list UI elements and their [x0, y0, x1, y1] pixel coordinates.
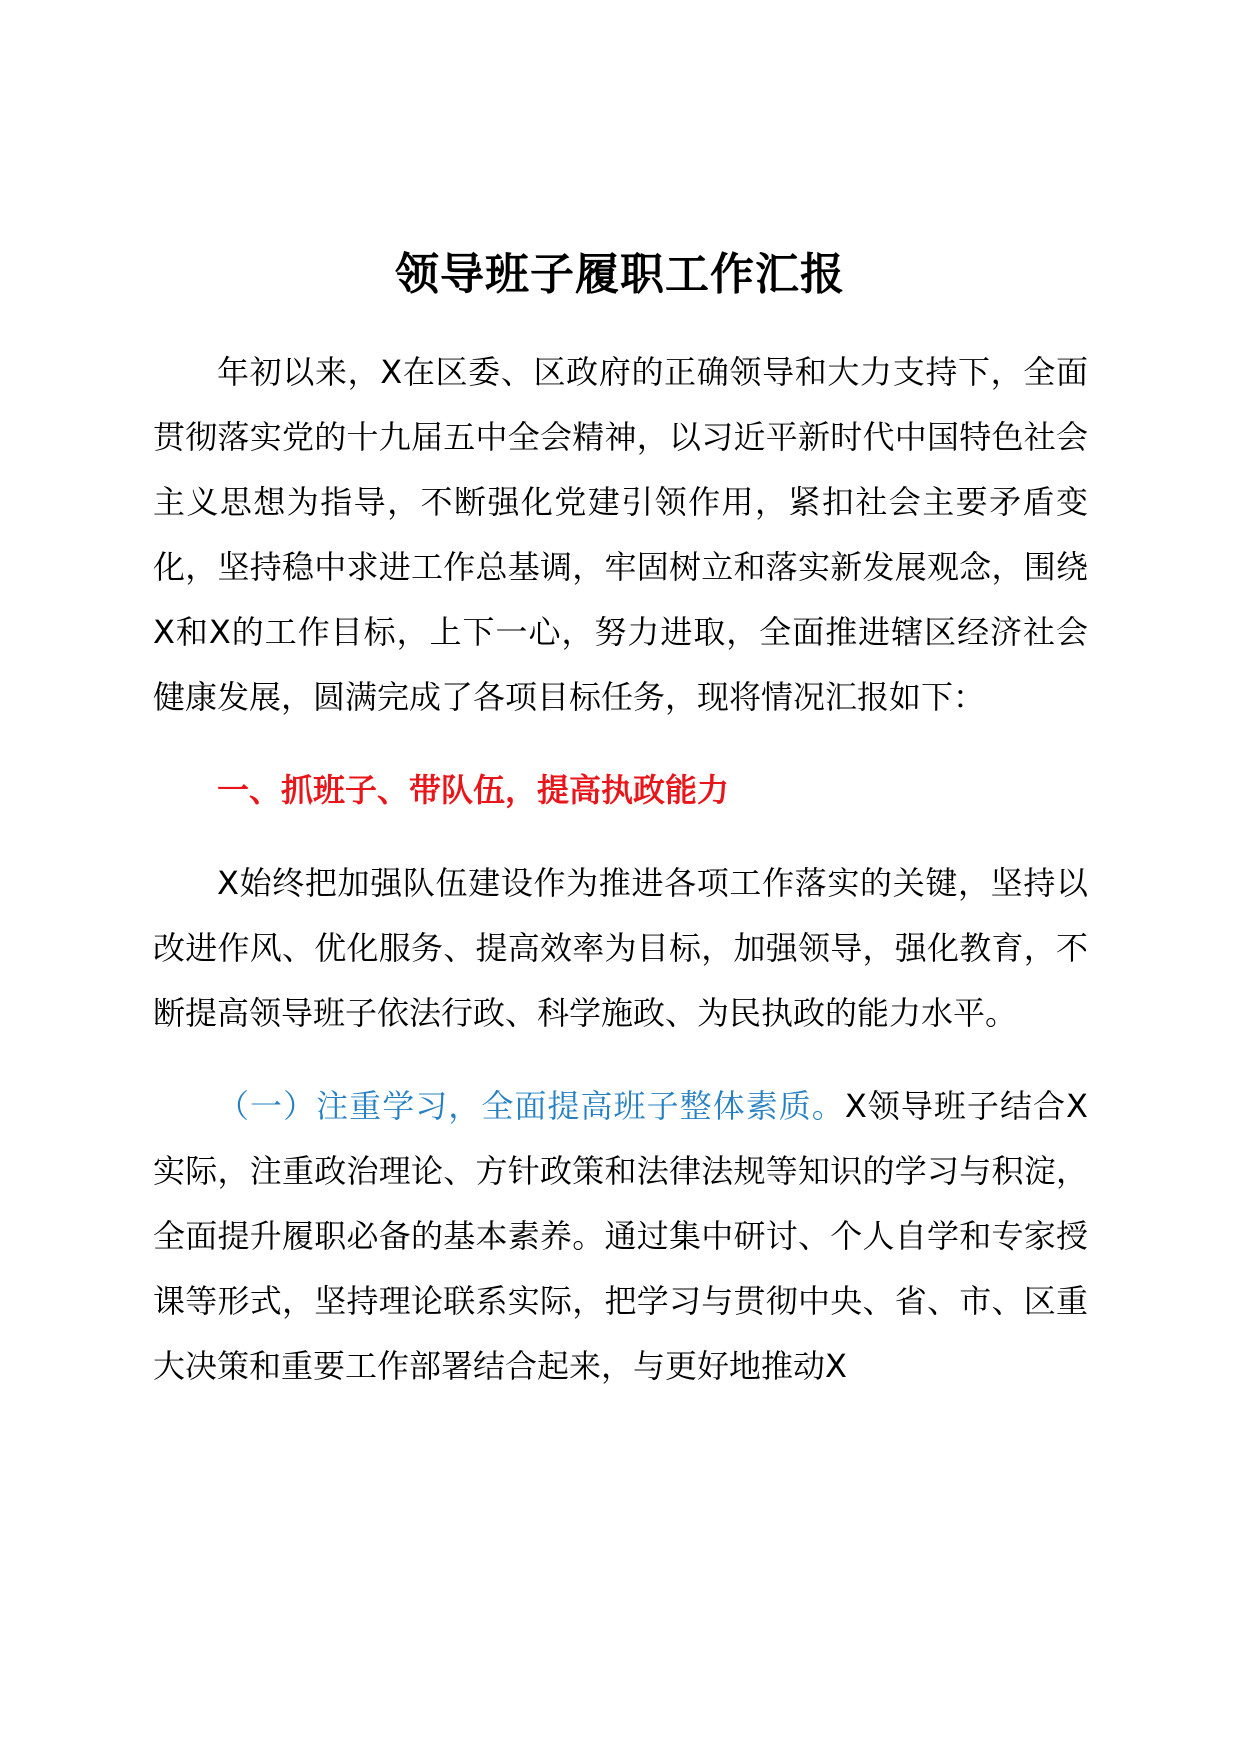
section-heading-1: 一、抓班子、带队伍，提高执政能力	[217, 771, 730, 809]
section-1-paragraph: X始终把加强队伍建设作为推进各项工作落实的关键，坚持以改进作风、优化服务、提高效率为目标，加强领导，强化教育，不断提高领导班子依法行政、科学施政、为民执政的能力水平。	[153, 864, 1088, 1032]
subsection-heading-1: （一）注重学习，全面提高班子整体素质。	[217, 1087, 845, 1125]
subsection-paragraph	[153, 1074, 1088, 1399]
document-title: 领导班子履职工作汇报	[395, 249, 845, 300]
intro-paragraph: 年初以来，X在区委、区政府的正确领导和大力支持下，全面贯彻落实党的十九届五中全会精神，以习近平新时代中国特色社会主义思想为指导，不断强化党建引领作用，紧扣社会主要矛盾变化，坚持稳中求进工作总基调，牢固树立和落实新发展观念，围绕X和X的工作目标，上下一心，努力进取，全面推进辖区经济社会健康发展，圆满完成了各项目标任务，现将情况汇报如下：	[153, 353, 1088, 716]
document-body	[153, 340, 1088, 1399]
subsection-1-body: X领导班子结合X实际，注重政治理论、方针政策和法律法规等知识的学习与积淀，全面提升履职必备的基本素养。通过集中研讨、个人自学和专家授课等形式，坚持理论联系实际，把学习与贯彻中央、省、市、区重大决策和重要工作部署结合起来，与更好地推动X	[153, 1087, 1088, 1385]
